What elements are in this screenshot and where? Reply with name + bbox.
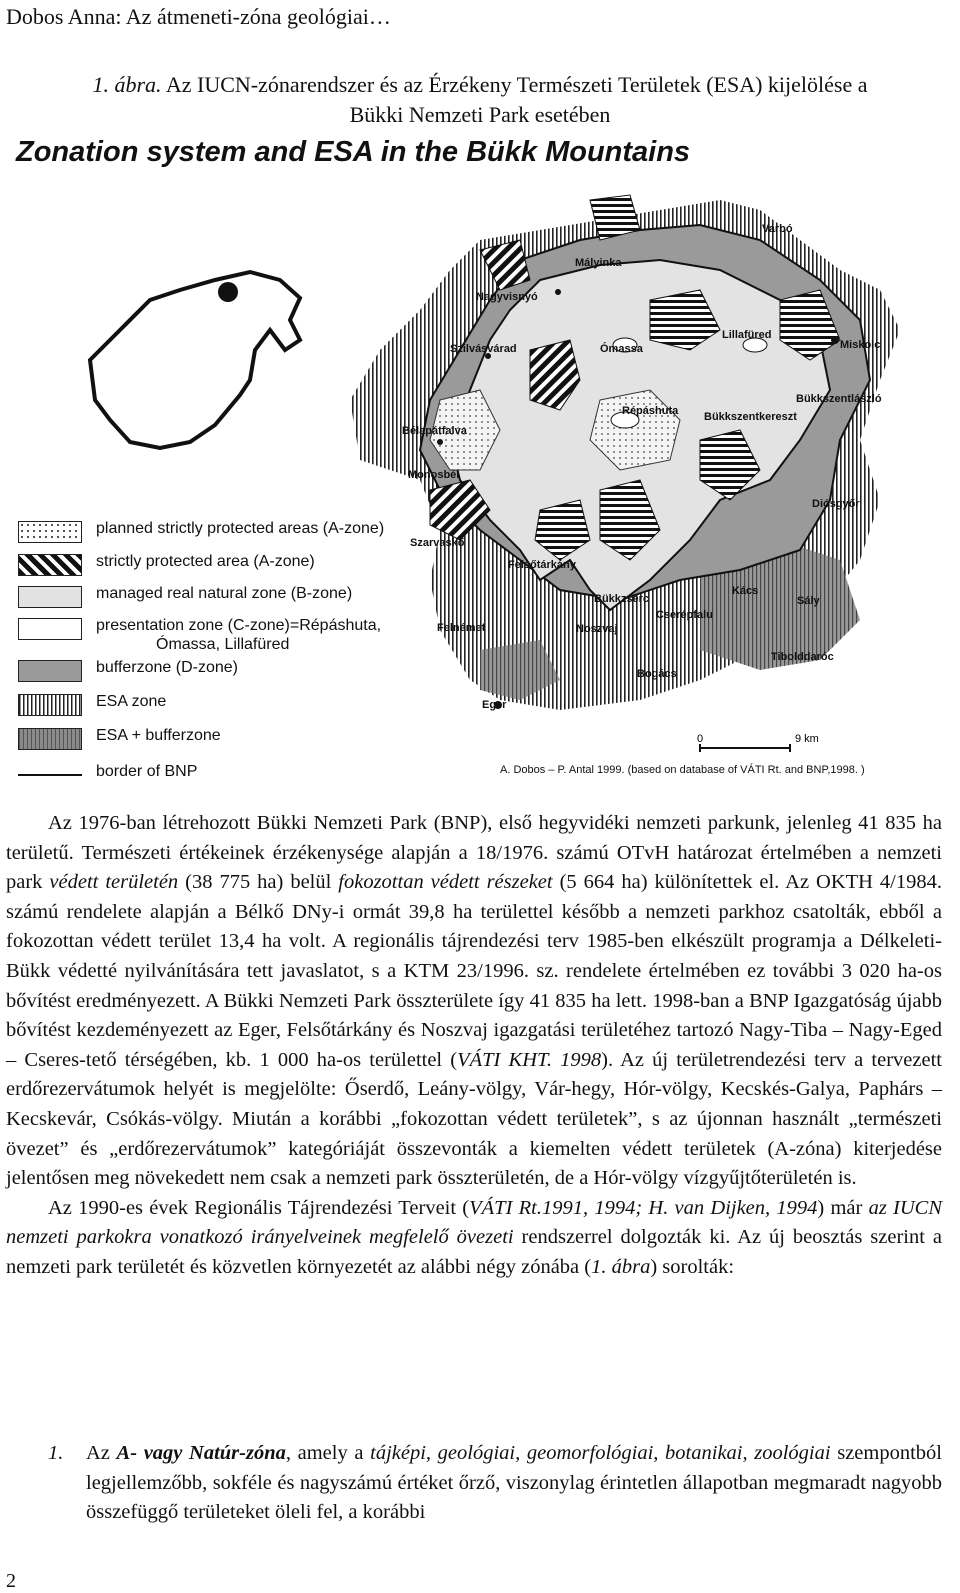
place-szarvasko: Szarvaskő	[410, 537, 465, 549]
list-item-number: 1.	[48, 1442, 64, 1464]
legend-label-esa: ESA zone	[96, 693, 167, 710]
legend-border	[18, 764, 438, 790]
legend-label-strict: strictly protected area (A-zone)	[96, 553, 315, 570]
place-nagyvisnyo: Nagyvisnyó	[476, 291, 538, 303]
p1-italic-b: fokozottan védett részeket	[338, 871, 553, 894]
place-diosgyor: Diósgyőr	[812, 498, 860, 510]
item1-text-a: Az	[86, 1442, 117, 1464]
scale-bar	[697, 733, 819, 752]
place-saly: Sály	[797, 595, 820, 607]
scale-zero: 0	[697, 733, 704, 745]
bukk-map	[0, 180, 960, 780]
p1-text-d: ). Az új területrendezési terv a tervezett erdőrezervátumok helyét is megjelölte: Őserdő, Leány-völgy, Vár-hegy, Hór-völgy, Kecskés-Galya, Paphárs – Kecskevár, Csókás-völgy. Miután a korábbi „fokozottan védett területek”, s az újonnan használt „természeti övezet” és „erdőrezervátumok” kategóriáját összevonták a kiemelten védett területek (A-zóna) kiterjedése jelentősen meg növekedett nem csak a nemzeti park összterületén, de a Hór-völgy vízgyűjtőterületén is.	[6, 1048, 942, 1190]
p2-italic-b: az IUCN nemzeti parkokra vonatkozó irányelveinek megfelelő övezeti	[6, 1196, 942, 1249]
place-lillafured: Lillafüred	[722, 329, 772, 341]
legend-esa-zone	[18, 694, 438, 720]
legend-swatch-managed	[18, 586, 82, 608]
legend-label-presentation-line1: presentation zone (C-zone)=Répáshuta,	[96, 617, 382, 634]
legend-swatch-esa	[18, 694, 82, 716]
place-miskolc: Miskolc	[840, 339, 881, 351]
p2-italic-a: VÁTI Rt.1991, 1994; H. van Dijken, 1994	[469, 1196, 818, 1219]
legend-bufferzone	[18, 660, 438, 686]
item1-bold-term: A- vagy Natúr-zóna	[116, 1442, 286, 1464]
paragraph-2	[6, 1194, 942, 1283]
p2-text-c: rendszerrel dolgozták ki. Az új beosztás szerint a nemzeti park területét és közvetlen környezetét az alábbi négy zónába (	[6, 1226, 942, 1278]
place-bukkszentlaszlo: Bükkszentlászló	[796, 393, 882, 405]
legend-swatch-esa-buffer	[18, 728, 82, 750]
legend-planned-a-zone	[18, 521, 438, 547]
scale-end: 9 km	[795, 733, 819, 745]
p1-text-c: (5 664 ha) különítettek el. Az OKTH 4/1984. számú rendelete alapján a Bélkő DNy-i ormát 39,8 ha területtel később a nemzeti parkhoz csatolták, ebből a fokozottan védett terület 13,4 ha volt. A regionális tájrendezési terv 1985-ben elkészült programja a Délkeleti-Bükk védetté nyilvánítására tett javaslatot, s a KTM 23/1996. sz. rendelete értelmében ez további 3 020 ha-os bővítést eredményezett. A Bükki Nemzeti Park összterülete így 41 835 ha lett. 1998-ban a BNP Igazgatóság újabb bővítést kezdeményezett az Eger, Felsőtárkány és Noszvaj igazgatási területéhez tartozó Nagy-Tiba – Nagy-Eged – Cseres-tető térségében, kb. 1 000 ha-os területtel (	[6, 871, 942, 1071]
place-felsotarkany: Felsőtárkány	[508, 559, 576, 571]
body-text	[6, 809, 942, 1283]
place-tibolddaroc: Tibolddaróc	[771, 651, 834, 663]
p1-italic-a: védett területén	[49, 871, 179, 894]
p1-italic-c: VÁTI KHT. 1998	[457, 1048, 602, 1071]
place-omassa: Ómassa	[600, 343, 643, 355]
legend-label-esa-buffer: ESA + bufferzone	[96, 727, 221, 744]
place-noszvaj: Noszvaj	[576, 623, 618, 635]
legend-label-planned: planned strictly protected areas (A-zone)	[96, 520, 385, 537]
map-credit: A. Dobos – P. Antal 1999. (based on database of VÁTI Rt. and BNP,1998. )	[500, 764, 865, 776]
p1-text-a: Az 1976-ban létrehozott Bükki Nemzeti Park (BNP), első hegyvidéki nemzeti parkunk, jelenleg 41 835 ha területű. Természeti értékeinek érzékenysége alapján a 18/1976. számú OTvH határozat értelmében a nemzeti park	[6, 812, 942, 894]
paragraph-1	[6, 809, 942, 1194]
place-kacs: Kács	[732, 585, 759, 597]
legend-strict-a-zone	[18, 554, 438, 580]
place-bogacs: Bogács	[637, 668, 677, 680]
place-eger: Eger	[482, 699, 507, 711]
legend-label-managed: managed real natural zone (B-zone)	[96, 585, 353, 602]
place-varbo: Varbó	[762, 223, 793, 235]
legend-swatch-presentation	[18, 618, 82, 640]
place-bukkzserc: Bükkzsérc	[594, 593, 650, 605]
legend-esa-bufferzone	[18, 728, 438, 754]
figure-caption-line1	[0, 72, 960, 98]
legend-label-buffer: bufferzone (D-zone)	[96, 659, 238, 676]
legend-presentation-c-zone	[18, 618, 438, 658]
p2-text-d: ) sorolták:	[650, 1255, 735, 1278]
place-repashuta: Répáshuta	[622, 405, 679, 417]
place-belapatfalva: Bélapátfalva	[402, 425, 467, 437]
list-item-body	[86, 1439, 942, 1528]
legend-managed-b-zone	[18, 586, 438, 612]
running-header: Dobos Anna: Az átmeneti-zóna geológiai…	[6, 4, 391, 29]
p2-text-a: Az 1990-es évek Regionális Tájrendezési Terveit (	[48, 1196, 470, 1219]
legend-swatch-border	[18, 764, 82, 786]
hungary-inset	[90, 272, 300, 448]
place-cserepfalu: Cserépfalu	[656, 609, 713, 621]
place-szilvasvarad: Szilvásvárad	[450, 343, 517, 355]
p2-text-b: ) már	[817, 1196, 869, 1219]
item1-text-c: szempontból legjellemzőbb, sokféle és nagyszámú értéket őrző, viszonylag érintetlen állapotban megmaradt nagyobb összefüggő területeket öleli fel, a korábbi	[86, 1442, 942, 1524]
legend-label-border: border of BNP	[96, 763, 198, 780]
map-title: Zonation system and ESA in the Bükk Mountains	[16, 136, 691, 168]
place-felnemet: Felnémet	[437, 622, 486, 634]
item1-text-b: , amely a	[285, 1442, 371, 1464]
legend-swatch-buffer	[18, 660, 82, 682]
legend-swatch-strict	[18, 554, 82, 576]
figure-caption-line2: Bükki Nemzeti Park esetében	[349, 102, 611, 127]
legend-swatch-planned	[18, 521, 82, 543]
legend-label-presentation-line2: Ómassa, Lillafüred	[156, 636, 290, 653]
legend-label-presentation	[96, 616, 381, 654]
list-item-1	[48, 1439, 942, 1528]
place-bukkszentkereszt: Bükkszentkereszt	[704, 411, 797, 423]
figure-number: 1. ábra.	[92, 72, 162, 97]
p2-italic-c: 1. ábra	[591, 1255, 651, 1278]
item1-italic: tájképi, geológiai, geomorfológiai, botanikai, zoológiai	[370, 1442, 831, 1464]
p1-text-b: (38 775 ha) belül	[178, 871, 339, 894]
place-malyinka: Mályinka	[575, 257, 622, 269]
place-monosbel: Monosbél	[408, 469, 460, 481]
page-number: 2	[6, 1570, 16, 1592]
figure-caption-text: Az IUCN-zónarendszer és az Érzékeny Természeti Területek (ESA) kijelölése a	[165, 72, 868, 97]
